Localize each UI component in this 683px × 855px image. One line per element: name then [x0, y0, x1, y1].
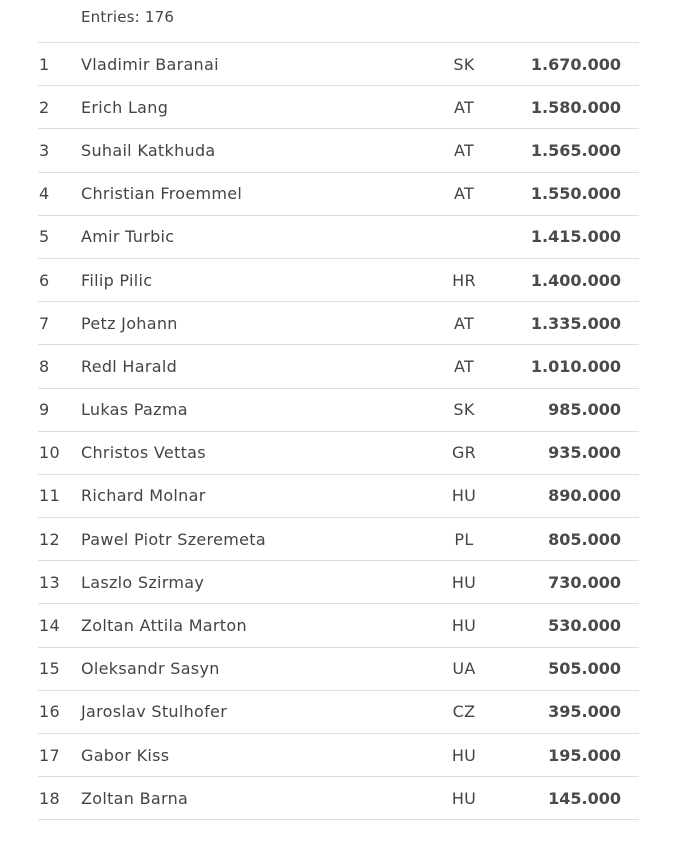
rank-cell: 8 — [39, 356, 50, 376]
prize-amount-cell: 985.000 — [548, 400, 621, 420]
prize-amount-cell: 1.415.000 — [530, 227, 621, 247]
table-row — [38, 301, 639, 344]
rank-cell: 15 — [39, 659, 60, 679]
rank-cell: 14 — [39, 616, 60, 636]
rank-cell: 5 — [39, 227, 50, 247]
table-row — [38, 690, 639, 733]
country-cell: AT — [453, 313, 475, 333]
country-cell: HU — [451, 616, 477, 636]
country-cell: AT — [453, 140, 475, 160]
player-name-cell: Filip Pilic — [81, 270, 153, 290]
player-name-cell: Redl Harald — [81, 356, 178, 376]
table-row — [38, 560, 639, 603]
rank-cell: 13 — [39, 572, 60, 592]
country-cell: PL — [454, 529, 474, 549]
prize-amount-cell: 195.000 — [548, 745, 621, 765]
table-row — [38, 128, 639, 171]
table-row — [38, 733, 639, 776]
player-name-cell: Gabor Kiss — [81, 745, 170, 765]
rank-cell: 18 — [39, 788, 60, 808]
country-cell: HU — [451, 788, 477, 808]
rank-cell: 16 — [39, 702, 60, 722]
player-name-cell: Laszlo Szirmay — [81, 572, 205, 592]
country-cell: CZ — [452, 702, 476, 722]
rank-cell: 3 — [39, 140, 50, 160]
player-name-cell: Zoltan Barna — [81, 788, 189, 808]
player-name-cell: Zoltan Attila Marton — [81, 616, 247, 636]
rank-cell: 7 — [39, 313, 50, 333]
rank-cell: 12 — [39, 529, 60, 549]
prize-amount-cell: 890.000 — [548, 486, 621, 506]
prize-amount-cell: 1.550.000 — [530, 184, 621, 204]
table-row — [38, 431, 639, 474]
prize-amount-cell: 530.000 — [548, 616, 621, 636]
country-cell: SK — [453, 54, 475, 74]
table-row — [38, 474, 639, 517]
prize-amount-cell: 805.000 — [548, 529, 621, 549]
entries-count: Entries: 176 — [81, 8, 175, 26]
prize-amount-cell: 1.670.000 — [530, 54, 621, 74]
player-name-cell: Petz Johann — [81, 313, 178, 333]
rank-cell: 1 — [39, 54, 50, 74]
prize-amount-cell: 935.000 — [548, 443, 621, 463]
table-row — [38, 85, 639, 128]
rank-cell: 9 — [39, 400, 50, 420]
table-row — [38, 215, 639, 258]
prize-amount-cell: 145.000 — [548, 788, 621, 808]
player-name-cell: Oleksandr Sasyn — [81, 659, 220, 679]
rank-cell: 17 — [39, 745, 60, 765]
player-name-cell: Pawel Piotr Szeremeta — [81, 529, 266, 549]
player-name-cell: Richard Molnar — [81, 486, 206, 506]
results-table — [38, 42, 639, 820]
country-cell: HU — [451, 572, 477, 592]
country-cell: AT — [453, 97, 475, 117]
table-row — [38, 647, 639, 690]
table-row — [38, 42, 639, 85]
rank-cell: 6 — [39, 270, 50, 290]
prize-amount-cell: 505.000 — [548, 659, 621, 679]
country-cell: HU — [451, 745, 477, 765]
rank-cell: 11 — [39, 486, 60, 506]
rank-cell: 2 — [39, 97, 50, 117]
country-cell: HR — [452, 270, 476, 290]
country-cell: AT — [453, 356, 475, 376]
country-cell: UA — [452, 659, 476, 679]
country-cell: AT — [453, 184, 475, 204]
player-name-cell: Amir Turbic — [81, 227, 175, 247]
table-row — [38, 172, 639, 215]
prize-amount-cell: 1.010.000 — [530, 356, 621, 376]
player-name-cell: Lukas Pazma — [81, 400, 188, 420]
country-cell: SK — [453, 400, 475, 420]
prize-amount-cell: 1.565.000 — [530, 140, 621, 160]
table-row — [38, 776, 639, 820]
prize-amount-cell: 730.000 — [548, 572, 621, 592]
rank-cell: 4 — [39, 184, 50, 204]
player-name-cell: Christos Vettas — [81, 443, 206, 463]
prize-amount-cell: 395.000 — [548, 702, 621, 722]
player-name-cell: Vladimir Baranai — [81, 54, 219, 74]
country-cell: HU — [451, 486, 477, 506]
player-name-cell: Erich Lang — [81, 97, 169, 117]
table-row — [38, 517, 639, 560]
table-row — [38, 603, 639, 646]
rank-cell: 10 — [39, 443, 60, 463]
table-row — [38, 258, 639, 301]
prize-amount-cell: 1.400.000 — [530, 270, 621, 290]
country-cell: GR — [451, 443, 477, 463]
table-row — [38, 344, 639, 387]
prize-amount-cell: 1.335.000 — [530, 313, 621, 333]
player-name-cell: Jaroslav Stulhofer — [81, 702, 228, 722]
player-name-cell: Suhail Katkhuda — [81, 140, 216, 160]
table-row — [38, 388, 639, 431]
prize-amount-cell: 1.580.000 — [530, 97, 621, 117]
player-name-cell: Christian Froemmel — [81, 184, 243, 204]
